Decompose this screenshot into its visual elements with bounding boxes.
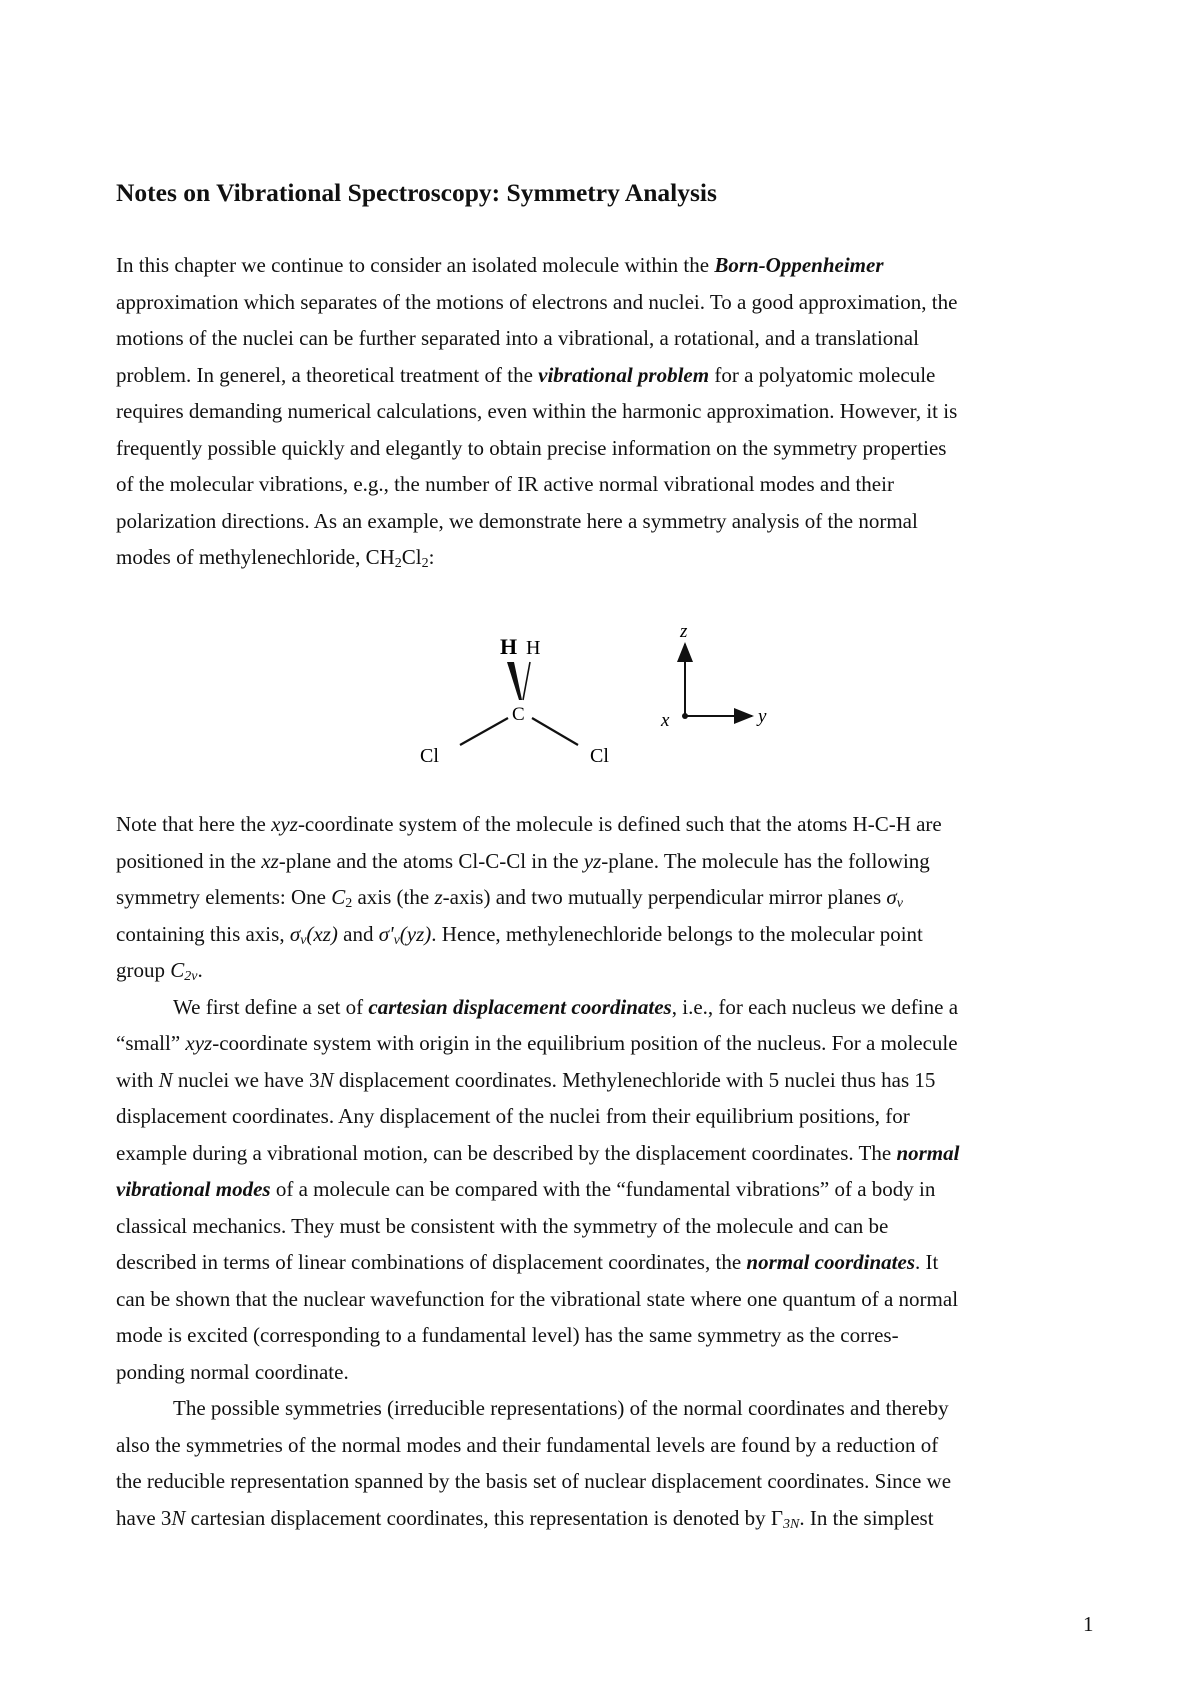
page-title: Notes on Vibrational Spectroscopy: Symmetry Analysis (116, 178, 717, 207)
bond-c-cl-right (532, 718, 578, 745)
atom-h-bold: H (500, 634, 518, 659)
text-line: ponding normal coordinate. (116, 1359, 349, 1384)
text-line: displacement coordinates. Any displacement of the nuclei from their equilibrium positions, for (116, 1104, 910, 1128)
text-line: described in terms of linear combinations of displacement coordinates, the normal coordinates. It (116, 1250, 939, 1274)
atom-cl-left: Cl (420, 745, 439, 767)
text-line: classical mechanics. They must be consistent with the symmetry of the molecule and can be (116, 1213, 889, 1238)
text-line: have 3N cartesian displacement coordinates, this representation is denoted by $\Gamma_{3N}$. In the simplest (116, 1505, 934, 1532)
text-line: group $C_{2v}$. (116, 958, 203, 984)
text-line: of the molecular vibrations, e.g., the number of IR active normal vibrational modes and their (116, 472, 894, 496)
molecule-diagram (400, 610, 780, 770)
text-line: modes of methylenechloride, $CH_2Cl_2$: (116, 545, 435, 571)
text-line: symmetry elements: One $C_2$ axis (the z-axis) and two mutually perpendicular mirror planes $\sigma_v$ (116, 885, 903, 911)
text-line: frequently possible quickly and elegantly to obtain precise information on the symmetry properties (116, 435, 947, 460)
text-line: containing this axis, $\sigma_v(xz)$ and $\sigma'_v(yz)$. Hence, methylenechloride belongs to the molecular point (116, 921, 923, 948)
intro-paragraph (116, 247, 1096, 576)
text-line: In this chapter we continue to consider an isolated molecule within the Born-Oppenheimer (116, 253, 884, 277)
bond-c-cl-left (460, 718, 508, 745)
text-line: requires demanding numerical calculations, even within the harmonic approximation. However, it is (116, 399, 958, 423)
text-line: approximation which separates of the motions of electrons and nuclei. To a good approximation, the (116, 289, 958, 314)
atom-cl-right: Cl (590, 745, 609, 767)
axis-label-x: x (661, 710, 670, 731)
text-line: We first define a set of cartesian displacement coordinates, i.e., for each nucleus we define a (173, 994, 959, 1019)
text-line: polarization directions. As an example, we demonstrate here a symmetry analysis of the normal (116, 508, 918, 533)
x-axis-origin-icon (682, 713, 688, 719)
text-line: mode is excited (corresponding to a fundamental level) has the same symmetry as the corres- (116, 1323, 899, 1347)
page-number: 1 (1083, 1612, 1094, 1636)
text-line: with N nuclei we have 3N displacement coordinates. Methylenechloride with 5 nuclei thus has 15 (116, 1067, 936, 1092)
text-line: example during a vibrational motion, can be described by the displacement coordinates. The normal (116, 1140, 960, 1165)
text-line: positioned in the xz-plane and the atoms Cl-C-Cl in the yz-plane. The molecule has the following (116, 848, 930, 873)
text-line: the reducible representation spanned by the basis set of nuclear displacement coordinates. Since we (116, 1469, 952, 1493)
text-line: vibrational modes of a molecule can be compared with the “fundamental vibrations” of a body in (116, 1177, 936, 1201)
text-line: motions of the nuclei can be further separated into a vibrational, a rotational, and a translational (116, 326, 919, 350)
axis-label-y: y (758, 706, 767, 727)
bond-c-h (523, 662, 530, 700)
wedge-bond (507, 662, 522, 700)
text-line: also the symmetries of the normal modes and their fundamental levels are found by a reduction of (116, 1432, 939, 1457)
body-paragraphs (116, 806, 1096, 1536)
text-line: can be shown that the nuclear wavefunction for the vibrational state where one quantum of a normal (116, 1286, 959, 1311)
atom-h-plain: H (526, 637, 541, 659)
text-line: Note that here the xyz-coordinate system of the molecule is defined such that the atoms H-C-H are (116, 812, 942, 836)
axis-label-z: z (680, 621, 688, 642)
text-line: The possible symmetries (irreducible representations) of the normal coordinates and thereby (173, 1396, 949, 1420)
text-line: problem. In generel, a theoretical treatment of the vibrational problem for a polyatomic molecule (116, 362, 936, 387)
text-line: “small” xyz-coordinate system with origin in the equilibrium position of the nucleus. For a molecule (116, 1031, 958, 1055)
atom-carbon: C (512, 704, 525, 725)
